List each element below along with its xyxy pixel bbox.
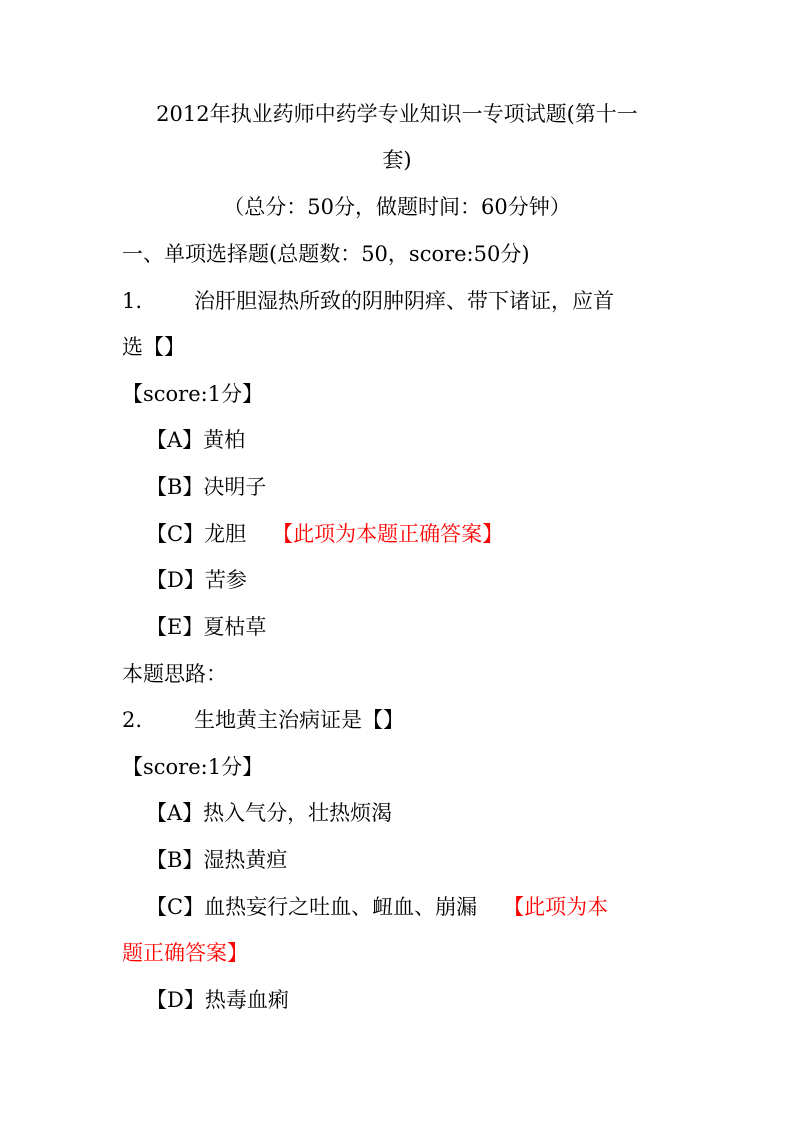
question-1-stem [122,286,614,316]
question-1-option-d: 【D】苦参 [146,568,247,592]
section-heading: 一、单项选择题(总题数：50，score:50分) [122,242,530,266]
question-2-stem [122,705,404,735]
page-title-continued: 套) [382,148,412,172]
question-1-stem-continued: 选【】 [122,335,185,359]
question-1-option-b: 【B】决明子 [146,475,267,499]
question-1-explanation: 本题思路： [122,662,227,686]
question-1-option-c-label: 【C】龙胆 [146,522,247,546]
question-2-score: 【score:1分】 [122,755,264,779]
question-1-option-c [146,519,503,549]
question-1-text: 治肝胆湿热所致的阴肿阴痒、带下诸证，应首 [194,289,614,313]
correct-answer-marker: 【此项为本题正确答案】 [272,522,504,546]
correct-answer-marker-part1: 【此项为本 [503,895,609,919]
question-2-option-b: 【B】湿热黄疸 [146,848,288,872]
question-2-option-a: 【A】热入气分，壮热烦渴 [146,801,393,825]
question-2-option-c [146,892,608,922]
page-title: 2012年执业药师中药学专业知识一专项试题(第十一 [156,102,638,126]
correct-answer-marker-part2: 题正确答案】 [122,941,248,965]
question-2-option-c-label: 【C】血热妄行之吐血、衄血、崩漏 [146,895,478,919]
question-1-score: 【score:1分】 [122,382,264,406]
question-2-number: 2. [122,708,143,732]
question-1-number: 1. [122,289,143,313]
question-1-option-a: 【A】黄柏 [146,428,246,452]
question-2-text: 生地黄主治病证是【】 [194,708,404,732]
question-1-option-e: 【E】夏枯草 [146,615,267,639]
question-2-option-d: 【D】热毒血痢 [146,988,289,1012]
page-subtitle: （总分：50分，做题时间：60分钟） [223,195,571,219]
